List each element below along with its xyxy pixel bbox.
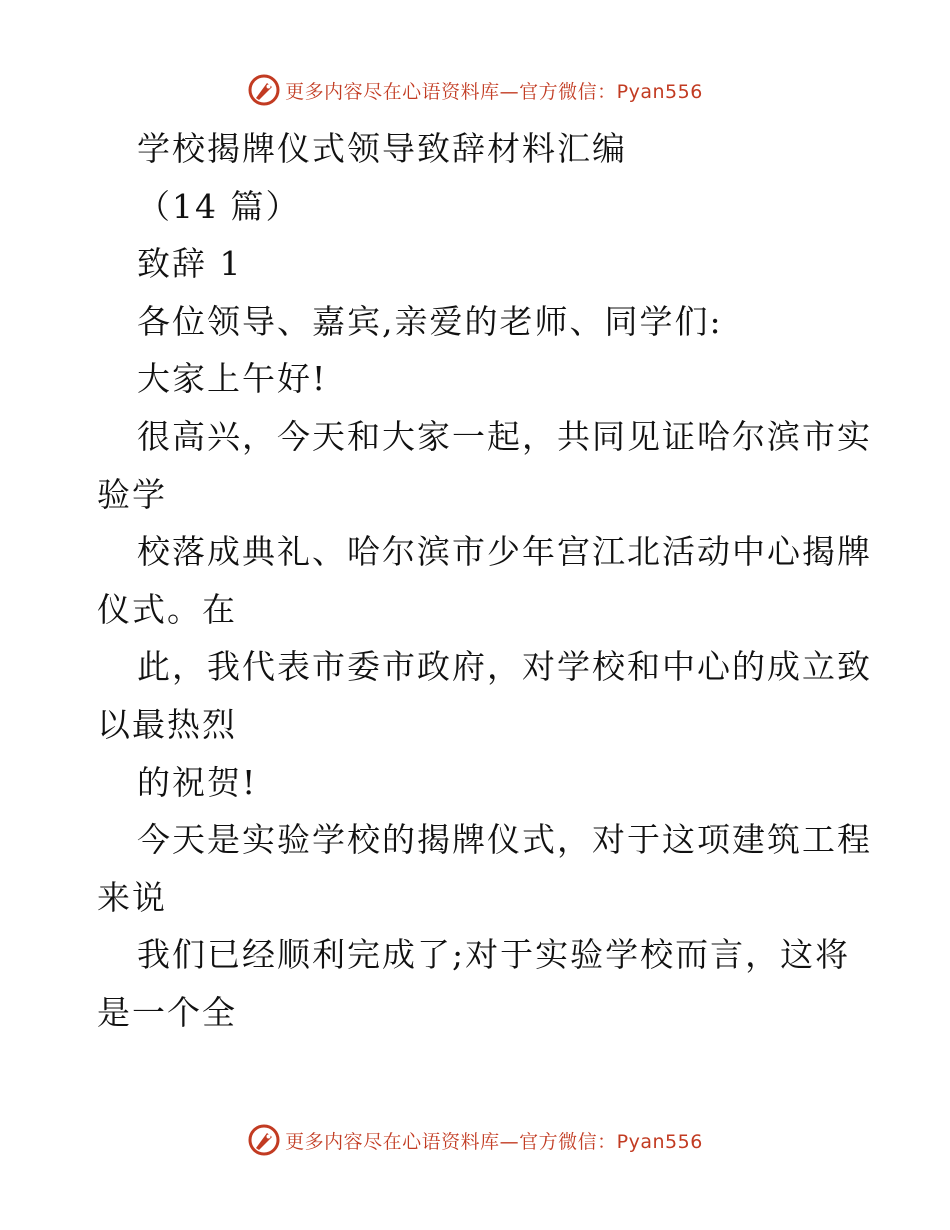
text-line: 校落成典礼、哈尔滨市少年宫江北活动中心揭牌 — [137, 532, 872, 572]
document-body — [97, 120, 872, 1042]
footer-banner — [0, 1120, 950, 1160]
text-line: 此，我代表市委市政府，对学校和中心的成立致 — [137, 647, 872, 687]
text-line: 我们已经顺利完成了;对于实验学校而言，这将 — [137, 935, 851, 975]
header-banner — [0, 70, 950, 110]
section-heading: 致辞 1 — [137, 244, 243, 284]
pen-nib-circle-icon — [247, 1123, 281, 1157]
text-line: 以最热烈 — [97, 704, 237, 744]
text-line: 是一个全 — [97, 992, 237, 1032]
footer-banner-text: 更多内容尽在心语资料库—官方微信：Pyan556 — [285, 1130, 703, 1153]
header-banner-inner — [247, 73, 703, 107]
text-line: 今天是实验学校的揭牌仪式，对于这项建筑工程 — [137, 820, 872, 860]
document-subtitle: （14 篇） — [137, 186, 301, 226]
header-banner-text: 更多内容尽在心语资料库—官方微信：Pyan556 — [285, 80, 703, 103]
footer-banner-inner — [247, 1123, 703, 1157]
text-line: 的祝贺! — [137, 762, 258, 802]
text-line: 很高兴，今天和大家一起，共同见证哈尔滨市实 — [137, 416, 872, 456]
pen-nib-circle-icon — [247, 73, 281, 107]
text-line: 仪式。在 — [97, 589, 237, 629]
text-line: 验学 — [97, 474, 167, 514]
text-line: 大家上午好! — [137, 359, 328, 399]
document-title: 学校揭牌仪式领导致辞材料汇编 — [137, 129, 627, 168]
text-line: 各位领导、嘉宾,亲爱的老师、同学们: — [137, 301, 723, 341]
text-line: 来说 — [97, 877, 167, 917]
